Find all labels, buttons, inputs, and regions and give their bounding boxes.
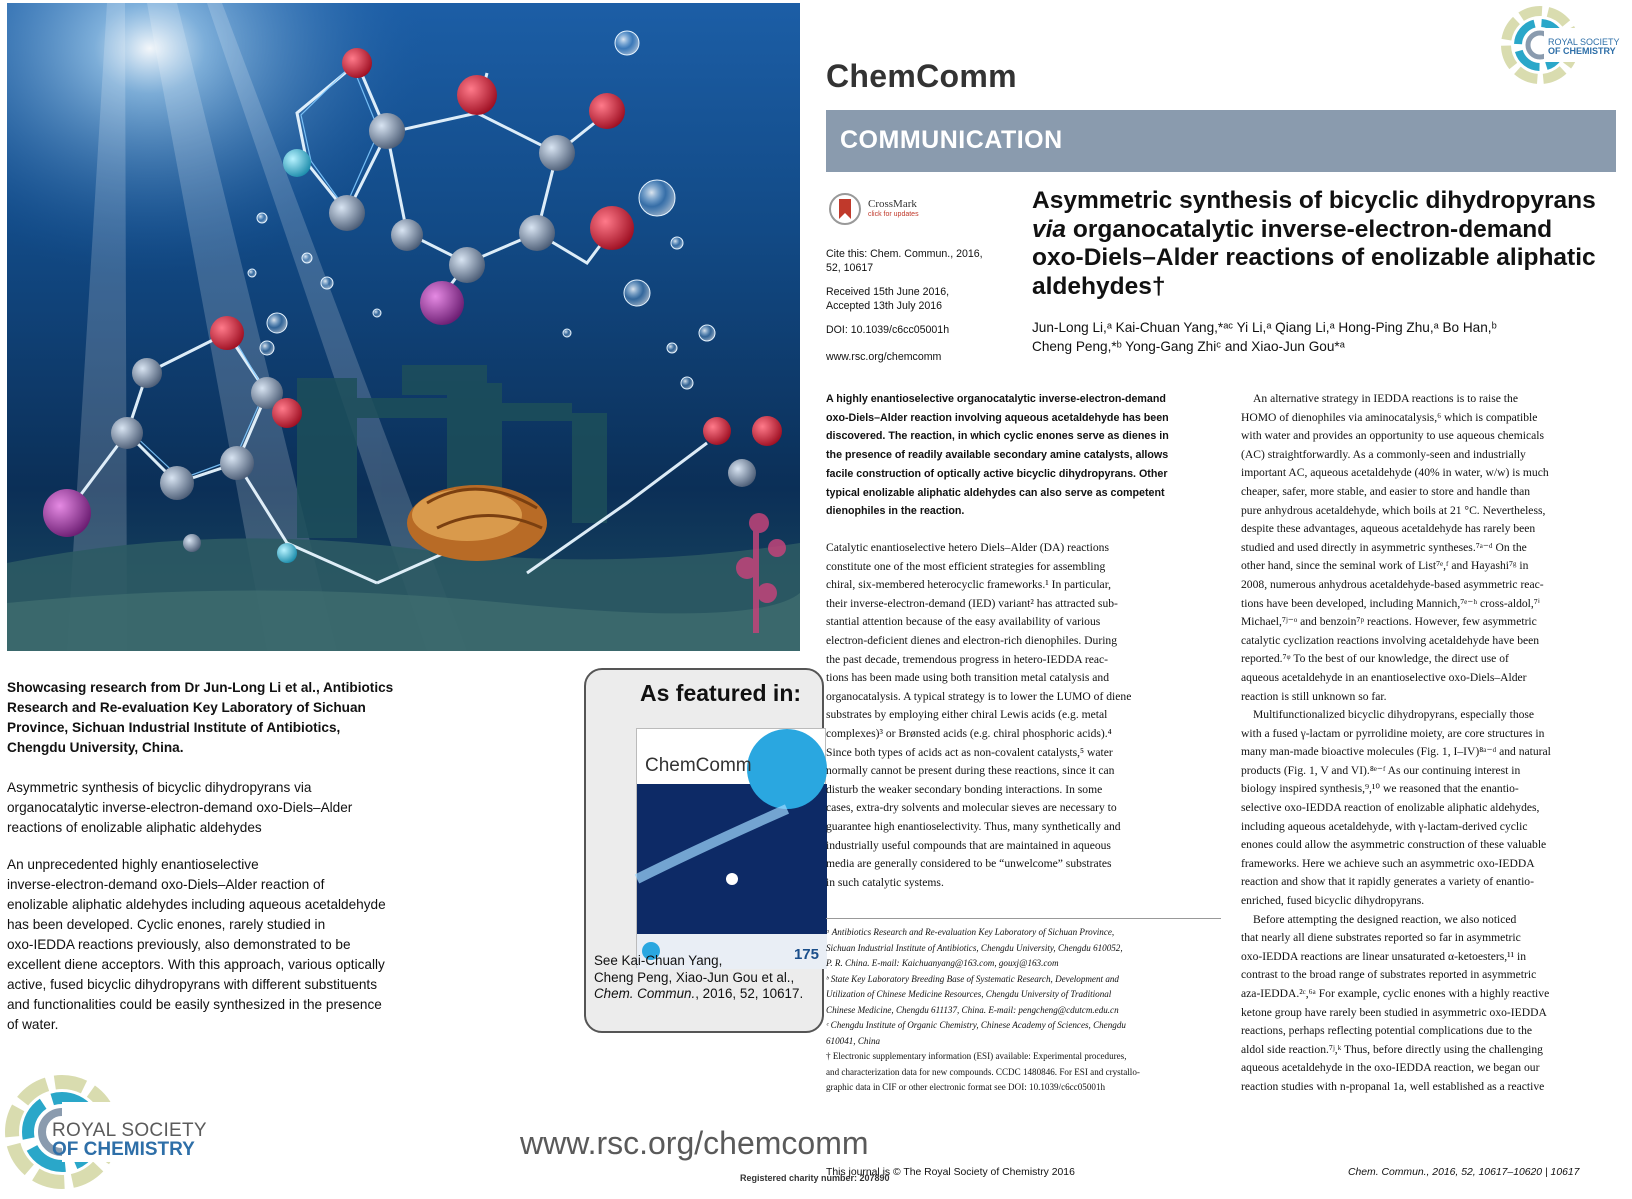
crossmark-label: CrossMark [868, 198, 917, 210]
article-type-label: COMMUNICATION [840, 126, 1063, 154]
body-line: Before attempting the designed reaction, we also noticed [1253, 912, 1517, 926]
cover-illustration [7, 3, 800, 651]
footnote-line: Utilization of Chinese Medicine Resources, Chengdu University of Traditional [826, 989, 1112, 999]
featured-ref-line: See Kai-Chuan Yang, [594, 953, 723, 968]
doi[interactable]: DOI: 10.1039/c6cc05001h [826, 324, 950, 336]
crossmark-icon [828, 192, 862, 226]
abstract-line: facile construction of optically active bicyclic dihydropyrans. Other [826, 467, 1168, 480]
rsc-logo-small [1500, 0, 1620, 90]
body-line: catalytic cyclization reactions involving acetaldehyde have been [1241, 633, 1540, 647]
summary-title-line: organocatalytic inverse-electron-demand oxo-Diels–Alder [7, 800, 353, 815]
title-line [1032, 216, 1632, 245]
footnote-line: Sichuan Industrial Institute of Antibiotics, Chengdu University, Chengdu 610052, [826, 942, 1123, 953]
body-line: constitute one of the most efficient strategies for assembling [826, 559, 1106, 573]
body-line: cheaper, safer, more stable, and easier to store and handle than [1241, 484, 1531, 498]
body-line: selective oxo-IEDDA reaction of enolizable aliphatic aldehydes, [1241, 801, 1540, 815]
abstract-line: discovered. The reaction, in which cyclic enones serve as dienes in [826, 430, 1169, 443]
body-line: aza-IEDDA.²ᶜ,⁶ᵃ For example, cyclic enones with a highly reactive [1241, 987, 1550, 1000]
featured-in-box [584, 668, 824, 1033]
body-line: pure anhydrous acetaldehyde, which boils at 21 °C. Nevertheless, [1241, 503, 1546, 517]
esi-footnote-line: and characterization data for new compounds. CCDC 1480846. For ESI and crystallo- [826, 1066, 1140, 1077]
accepted-date: Accepted 13th July 2016 [826, 300, 943, 312]
footnote-divider [826, 918, 1221, 919]
body-line: aqueous acetaldehyde in an enantioselective oxo-Diels–Alder [1241, 670, 1527, 684]
body-line: that nearly all diene substrates reported so far in asymmetric [1241, 931, 1521, 945]
summary-body-line: and functionalities could be easily synthesized in the presence [7, 997, 382, 1012]
showcase-credit [7, 678, 447, 758]
body-line: in such catalytic systems. [826, 875, 944, 889]
summary-body-line: inverse-electron-demand oxo-Diels–Alder reaction of [7, 877, 325, 892]
body-line: Catalytic enantioselective hetero Diels–Alder (DA) reactions [826, 541, 1109, 554]
body-line: cases, extra-dry solvents and molecular sieves are necessary to [826, 801, 1117, 815]
body-line: biology inspired synthesis,⁹,¹⁰ we reasoned that the enantio- [1241, 782, 1519, 796]
body-line: reactions, perhaps reflecting potential complications due to the [1241, 1024, 1533, 1038]
body-line: stantial attention because of the easy availability of various [826, 615, 1101, 629]
rsc-logo-line2: OF CHEMISTRY [52, 1139, 195, 1160]
abstract-line: typical enolizable aliphatic aldehydes can also serve as competent [826, 486, 1165, 499]
summary-body-line: An unprecedented highly enantioselective [7, 857, 259, 872]
journal-name: ChemComm [826, 58, 1017, 94]
esi-footnote-line: † Electronic supplementary information (ESI) available: Experimental procedures, [826, 1051, 1127, 1061]
cover-issue-number: 175 [793, 946, 819, 963]
body-line: Multifunctionalized bicyclic dihydropyrans, especially those [1253, 708, 1535, 722]
featured-label: As featured in: [640, 680, 802, 706]
author-list [1032, 318, 1497, 356]
showcase-line: Province, Sichuan Industrial Institute of Antibiotics, [7, 720, 341, 735]
featured-ref-line: Cheng Peng, Xiao-Jun Gou et al., [594, 969, 795, 985]
author-line: Cheng Peng,*ᵇ Yong-Gang Zhiᶜ and Xiao-Jun Gou*ᵃ [1032, 339, 1345, 354]
cite-line: 52, 10617 [826, 262, 874, 274]
footnote-line: ᵃ Antibiotics Research and Re-evaluation Key Laboratory of Sichuan Province, [826, 927, 1115, 937]
body-line: industrially useful compounds that are maintained in aqueous [826, 838, 1111, 852]
body-line: disturb the weaker secondary bonding interactions. In some [826, 782, 1103, 796]
article-title [1032, 187, 1632, 301]
abstract-line: the presence of readily available secondary amine catalysts, allows [826, 449, 1169, 462]
footnote-line: 610041, China [826, 1035, 881, 1046]
body-line: reaction is still unknown so far. [1241, 689, 1387, 703]
summary-title-line: Asymmetric synthesis of bicyclic dihydropyrans via [7, 780, 312, 795]
footer-citation: Chem. Commun., 2016, 52, 10617–10620 | 10617 [1348, 1167, 1580, 1178]
summary-body-line: active, fused bicyclic dihydropyrans with different substituents [7, 977, 377, 992]
featured-ref-journal: Chem. Commun. [594, 986, 696, 1001]
body-line: media are generally considered to be “unwelcome” substrates [826, 857, 1112, 871]
footnote-line: P. R. China. E-mail: Kaichuanyang@163.com, gouxj@163.com [826, 958, 1059, 968]
body-line: substrates by employing either chiral Lewis acids (e.g. metal [826, 708, 1108, 722]
body-line: despite these advantages, aqueous acetaldehyde has rarely been [1241, 522, 1536, 536]
rsc-logo-line1: ROYAL SOCIETY [1548, 37, 1620, 47]
journal-url-large[interactable]: www.rsc.org/chemcomm [520, 1125, 869, 1161]
abstract-line: oxo-Diels–Alder reaction involving aqueous acetaldehyde has been [826, 411, 1169, 424]
dates [826, 285, 949, 313]
summary-body-line: excellent diene acceptors. With this approach, various optically [7, 957, 385, 972]
summary-body-line: oxo-IEDDA reactions previously, also demonstrated to be [7, 937, 351, 952]
featured-ref-year: , 2016, 52, 10617. [695, 986, 804, 1001]
abstract [826, 390, 1221, 521]
body-line: frameworks. Here we achieve such an asymmetric oxo-IEDDA [1241, 856, 1535, 870]
body-line: aqueous acetaldehyde in the oxo-IEDDA reaction, we began our [1241, 1061, 1540, 1075]
title-line-rest: organocatalytic inverse-electron-demand [1066, 215, 1553, 243]
featured-reference [594, 953, 803, 1003]
body-line: other hand, since the seminal work of List⁷ᵉ,ᶠ and Hayashi⁷ᵍ in [1241, 559, 1529, 573]
body-line: important AC, aqueous acetaldehyde (40% in water, w/w) is much [1241, 466, 1549, 480]
cover-journal-name: ChemComm [645, 755, 752, 776]
showcase-line: Research and Re-evaluation Key Laboratory of Sichuan [7, 700, 366, 715]
rsc-logo-line2: OF CHEMISTRY [1548, 46, 1616, 56]
summary-body-line: enolizable aliphatic aldehydes including aqueous acetaldehyde [7, 897, 386, 912]
registered-charity: Registered charity number: 207890 [740, 1173, 890, 1183]
body-line: HOMO of dienophiles via aminocatalysis,⁶ which is compatible [1241, 410, 1538, 424]
body-line: 2008, numerous anhydrous acetaldehyde-based asymmetric reac- [1241, 577, 1544, 591]
footer-copyright: This journal is © The Royal Society of Chemistry 2016 [826, 1167, 1075, 1178]
body-line: with a fused γ-lactam or pyrrolidine moiety, are core structures in [1241, 726, 1545, 740]
body-line: normally cannot be present during these reactions, since it can [826, 764, 1115, 778]
summary-body-line: has been developed. Cyclic enones, rarely studied in [7, 917, 326, 932]
received-date: Received 15th June 2016, [826, 286, 950, 298]
summary-body-line: of water. [7, 1017, 59, 1032]
body-column-left [826, 539, 1221, 892]
title-line: Asymmetric synthesis of bicyclic dihydropyrans [1032, 187, 1596, 214]
body-line: Since both types of acids act as non-covalent catalysts,⁵ water [826, 745, 1113, 759]
abstract-line: A highly enantioselective organocatalytic inverse-electron-demand [826, 393, 1166, 405]
body-column-right [1241, 390, 1621, 1097]
esi-footnote-line: graphic data in CIF or other electronic format see DOI: 10.1039/c6cc05001h [826, 1082, 1106, 1092]
showcase-line: Showcasing research from Dr Jun-Long Li et al., Antibiotics [7, 680, 394, 695]
body-line: the past decade, tremendous progress in hetero-IEDDA reac- [826, 652, 1109, 666]
affiliations-footnotes [826, 925, 1221, 1096]
summary-title-line: reactions of enolizable aliphatic aldehydes [7, 820, 262, 835]
body-line: studied and used directly in asymmetric syntheses.⁷ᵃ⁻ᵈ On the [1241, 540, 1527, 554]
body-line: reported.⁷ᵠ To the best of our knowledge, the direct use of [1241, 652, 1509, 666]
body-line: (AC) straightforwardly. As a commonly-seen and industrially [1241, 447, 1526, 461]
crossmark-sub: click for updates [868, 211, 919, 218]
footnote-line: ᵇ State Key Laboratory Breeding Base of Systematic Research, Development and [826, 973, 1119, 984]
body-line: An alternative strategy in IEDDA reactions is to raise the [1253, 392, 1518, 405]
body-line: contrast to the broad range of substrates reported in asymmetric [1241, 968, 1537, 982]
journal-cover-thumbnail[interactable] [636, 728, 826, 968]
body-line: reaction and show that it rapidly generates a variety of enantio- [1241, 875, 1534, 889]
body-line: with water and provides an opportunity to use aqueous chemicals [1241, 429, 1544, 443]
body-line: organocatalysis. A typical strategy is to lower the LUMO of diene [826, 689, 1132, 703]
body-line: chiral, six-membered heterocyclic frameworks.¹ In particular, [826, 578, 1111, 592]
body-line: many man-made bioactive molecules (Fig. 1, I–IV)⁸ᵃ⁻ᵈ and natural [1241, 745, 1551, 759]
footnote-line: ᶜ Chengdu Institute of Organic Chemistry, Chinese Academy of Sciences, Chengdu [826, 1020, 1126, 1030]
summary-body [7, 855, 447, 1035]
article-page [808, 0, 1620, 1199]
body-line: tions have been developed, including Mannich,⁷ᵉ⁻ʰ cross-aldol,⁷ⁱ [1241, 596, 1540, 610]
body-line: complexes)³ or Brønsted acids (e.g. chiral phosphoric acids).⁴ [826, 726, 1112, 740]
title-line: oxo-Diels–Alder reactions of enolizable aliphatic [1032, 244, 1596, 271]
abstract-line: dienophiles in the reaction. [826, 505, 965, 518]
body-line: electron-deficient dienes and electron-rich dienophiles. During [826, 633, 1118, 647]
body-line: oxo-IEDDA reactions are linear unsaturated α-ketoesters,¹¹ in [1241, 949, 1527, 963]
body-line: their inverse-electron-demand (IED) variant² has attracted sub- [826, 596, 1118, 610]
body-line: enriched, fused bicyclic dihydropyrans. [1241, 894, 1425, 908]
title-line: aldehydes† [1032, 272, 1166, 300]
summary-title [7, 778, 447, 838]
body-line: ketone group have rarely been studied in asymmetric oxo-IEDDA [1241, 1005, 1547, 1019]
body-line: guarantee high enantioselectivity. Thus, many synthetically and [826, 819, 1121, 833]
body-line: tions has been made using both transition metal catalysis and [826, 671, 1110, 685]
article-type-banner [826, 110, 1616, 172]
journal-url[interactable]: www.rsc.org/chemcomm [826, 351, 942, 363]
body-line: products (Fig. 1, V and VI).⁸ᵉ⁻ᶠ As our continuing interest in [1241, 763, 1521, 777]
body-line: enones could allow the asymmetric construction of these valuable [1241, 838, 1547, 852]
body-line: including aqueous acetaldehyde, with γ-lactam-derived cyclic [1241, 819, 1528, 833]
author-line: Jun-Long Li,ᵃ Kai-Chuan Yang,*ᵃᶜ Yi Li,ᵃ Qiang Li,ᵃ Hong-Ping Zhu,ᵃ Bo Han,ᵇ [1032, 320, 1497, 335]
body-line: Michael,⁷ʲ⁻ᵒ and benzoin⁷ᵖ reactions. However, few asymmetric [1241, 615, 1537, 629]
showcase-line: Chengdu University, China. [7, 740, 184, 755]
title-via: via [1032, 215, 1067, 243]
crossmark-button[interactable] [828, 192, 988, 230]
body-line: reaction studies with n-propanal 1a, well established as a reactive [1241, 1079, 1545, 1093]
body-line: aldol side reaction.⁷ʲ,ᵏ Thus, before directly using the challenging [1241, 1042, 1543, 1056]
cite-this [826, 247, 983, 275]
cite-line: Cite this: Chem. Commun., 2016, [826, 248, 983, 260]
rsc-logo [0, 1062, 210, 1192]
rsc-logo-line1: ROYAL SOCIETY [52, 1120, 207, 1141]
footnote-line: Chinese Medicine, Chengdu 611137, China. E-mail: pengcheng@cdutcm.edu.cn [826, 1004, 1119, 1015]
